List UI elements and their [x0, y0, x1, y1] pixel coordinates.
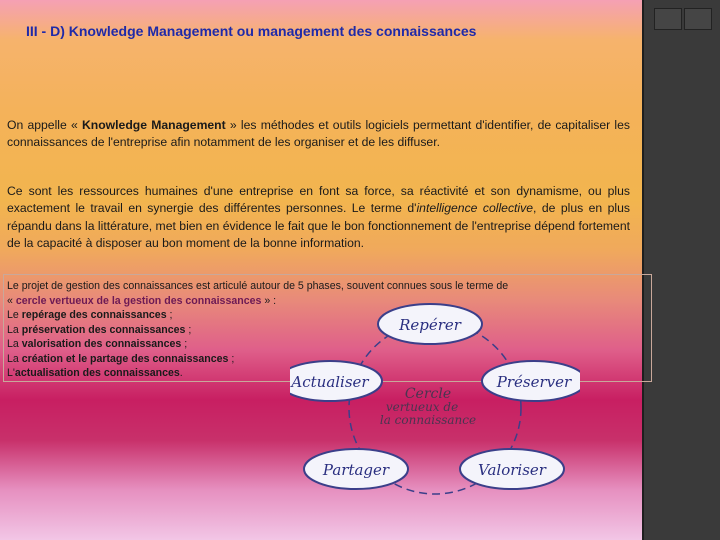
- node-reperer-label: Repérer: [399, 316, 461, 334]
- cycle-center-line1: Cercle: [404, 386, 452, 402]
- phase-item: L'actualisation des connaissances.: [7, 367, 183, 379]
- phases-intro-cont: « cercle vertueux de la gestion des connaissances » :: [7, 294, 277, 307]
- decorative-tile: [684, 8, 712, 30]
- phase-item: Le repérage des connaissances ;: [7, 309, 173, 321]
- phase-item: La création et le partage des connaissances ;: [7, 352, 235, 365]
- phases-intro: Le projet de gestion des connaissances est articulé autour de 5 phases, souvent connues sous le terme de: [7, 280, 509, 292]
- node-partager-label: Partager: [322, 461, 390, 479]
- cycle-center-line3: la connaissance: [379, 413, 477, 427]
- decorative-tile: [654, 8, 682, 30]
- side-panel: [642, 0, 720, 540]
- phase-item: La valorisation des connaissances ;: [7, 338, 188, 350]
- paragraph-collective-intelligence: Ce sont les ressources humaines d'une entreprise en font sa force, sa réactivité et son dynamisme, ou plus exactement le travail en synergie des différentes personnes. Le terme d'intelligence collective, de plus en plus répandu dans la littérature, met bien en évidence le fait que le bon fonctionnement de l'entreprise dépend fortement de la capacité à disposer au bon moment de la bonne information.: [7, 184, 630, 250]
- node-actualiser-label: Actualiser: [291, 373, 369, 391]
- paragraph-definition: On appelle « Knowledge Management » les méthodes et outils logiciels permettant d'identifier, de capitaliser les connaissances de l'entreprise afin notamment de les organiser et de les diffuser.: [7, 118, 630, 150]
- slide-title: III - D) Knowledge Management ou management des connaissances: [26, 23, 477, 39]
- node-valoriser-label: Valoriser: [478, 461, 546, 479]
- phase-item: La préservation des connaissances ;: [7, 323, 192, 336]
- node-preserver-label: Préserver: [496, 373, 572, 391]
- cycle-center-line2: vertueux de: [385, 400, 459, 414]
- virtuous-cycle-diagram: [290, 298, 580, 498]
